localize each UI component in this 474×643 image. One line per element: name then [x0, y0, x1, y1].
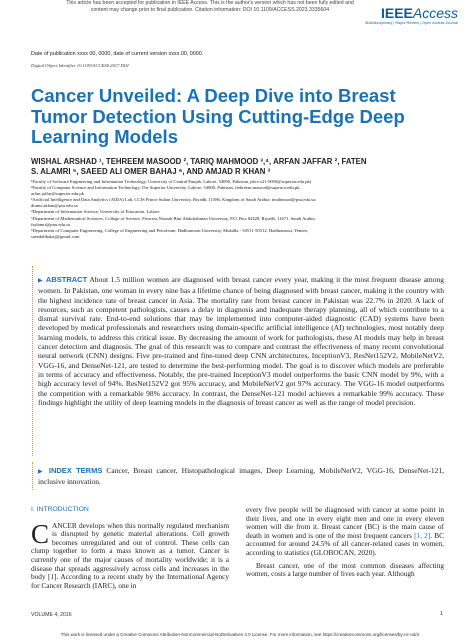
affiliations [31, 179, 451, 240]
affiliation-line: ⁵Department of Mathematical Sciences, College of Science, Princess Nourah Bint Abdulrahman University, P.O. Box 84428, Riyadh, 11671, Saudi Arabia, [31, 215, 316, 221]
affiliation-line: ²Faculty of Computer Science and Information Technology, The Superior University, Lahore, 54000, Pakistan, (tehreem.masood@superior.edu.pk, [31, 185, 301, 191]
logo-ieee-text: IEEE [380, 5, 413, 21]
publication-meta [31, 51, 441, 68]
triangle-bullet-icon: ▶ [38, 278, 44, 284]
drop-cap: C [31, 518, 50, 549]
affiliation-line: drams.akhan@psu.edu.sa [31, 203, 78, 209]
affiliation-line: fsalamri@pnu.edu.sa [31, 221, 70, 227]
volume-label: VOLUME 4, 2016 [31, 612, 72, 618]
abstract-divider [32, 266, 33, 456]
affiliation-line: ⁶Department of Computer Engineering, College of Engineering and Petroleum, Hadhramout University, Mukalla - 50511-50512, Hadhramout, Yemen, [31, 227, 308, 233]
affiliation-line: ¹Faculty of Software Engineering and Information Technology, University of Central Punjab, Lahore, 54000, Pakistan, phcs-s21-0050@superior.edu.pk) [31, 179, 312, 184]
authors-line-1: WISHAL ARSHAD ¹, TEHREEM MASOOD ², TARIQ MAHMOOD ³,⁴, ARFAN JAFFAR ², FATEN [31, 157, 367, 166]
abstract-label: ABSTRACT [45, 275, 88, 284]
author-list [31, 157, 441, 176]
page-number: 1 [439, 611, 443, 617]
section-heading: I. INTRODUCTION [31, 506, 89, 513]
abstract [38, 275, 444, 407]
authors-line-2: S. ALAMRI ⁵, SAEED ALI OMER BAHAJ ⁶, AND AMJAD R KHAN ³ [31, 166, 271, 176]
notice-line-1: This article has been accepted for publication in IEEE Access. This is the author's version which has not been fully edited and [66, 0, 354, 6]
intro-text-left: ANCER develops when this normally regulated mechanism is disrupted by genetic material alterations. Cell growth becomes unregulated and out of control. These cells can clump together to form a mass known as a tumor. Cancer is currently one of the major causes of mortality worldwide; it is a disease that spreads aggressively across cells and increases in the body [1]. According to a recent study by the International Agency for Cancer Research (IARC), one in [31, 520, 229, 590]
triangle-bullet-icon: ▶ [38, 469, 45, 475]
affiliation-line: ⁴Department of Information Science, University of Education, Lahore [31, 209, 160, 215]
left-column [31, 506, 229, 590]
index-terms-label: INDEX TERMS [48, 466, 103, 475]
license-notice: This work is licensed under a Creative Commons Attribution-NonCommercial-NoDerivatives 4.0 License. For more information, see https://creativecommons.org/licenses/by-nc-nd/4 [60, 632, 420, 637]
intro-paragraph-2: Breast cancer, one of the most common diseases affecting women, costs a large number of lives each year. Although [246, 560, 444, 579]
index-terms-text: Cancer, Breast cancer, Histopathological images, Deep Learning, MobileNetV2, VGG-16, DenseNet-121, inclusive innovation. [38, 466, 444, 487]
paper-title: Cancer Unveiled: A Deep Dive into Breast Tumor Detection Using Cutting-Edge Deep Learning Models [31, 85, 405, 147]
notice-line-2: content may change prior to final publication. Citation information: DOI 10.1109/ACCESS.2023.3335604 [90, 6, 330, 13]
abstract-text: About 1.5 million women are diagnosed with breast cancer every year, making it the most frequent disease among women. In Pakistan, one woman in every nine has a lifetime chance of being diagnosed with breast cancer, making it the country with the highest incidence rate of breast cancer in Asia. The mortality rate from breast cancer in Pakistan was 22.7% in 2020. A lack of resources, such as competent pathologists, causes a delay in diagnosis and inadequate therapy planning, all of which contribute to a dismal survival rate. End-to-end solutions that may be implemented into computer-aided diagnostic (CAD) systems have been developed by medical professionals and researchers using domain-specific artificial intelligence (AI) technologies, most notably deep learning models, to address this critical issue. By decreasing the amount of work for pathologists, these AI models may help in breast cancer detection and diagnosis. The goal of this research was to compare and contrast the effectiveness of many recent convolutional neural network (CNN) designs. Five pre-trained and fine-tuned deep CNN architectures, InceptionV3, ResNet152V2, MobileNetV2, VGG-16, and DenseNet-121, are tested to determine the best-performing model. The goal is to discover which models are preferable in terms of accuracy and effectiveness. Notably, the pre-trained InceptionV3 model outperforms the basic CNN model by 9%, with a high accuracy level of 94%. ResNet152V2 got 95% accuracy, and MobileNetV2 got 97% accuracy. The VGG-16 model outperforms the competition with a remarkable 98% accuracy. In contrast, the DenseNet-121 model achieves a remarkable 99% accuracy. These findings highlight the utility of deep learning models in the diagnosis of breast cancer as well as the range of model precision. [38, 275, 444, 407]
index-terms [38, 466, 444, 487]
acceptance-notice [60, 0, 360, 13]
index-divider [32, 462, 33, 490]
ieee-access-logo [365, 6, 458, 25]
publication-date: Date of publication xxxx 00, 0000, date of current version xxxx 00, 0000. [31, 51, 204, 57]
affiliation-line: ³Artificial Intelligence and Data Analytics (AIDA) Lab, CCIS Prince Sultan University, Riyadh, 11586, Kingdom of Saudi Arabia; tmahmood@psu.edu.sa; [31, 197, 317, 203]
logo-access-text: Access [412, 5, 458, 21]
intro-text-right-b: . BC accounted for around 24.5% of all cancer-related cases in women, according to statistics (GLOBOCAN, 2020). [246, 530, 444, 557]
right-column [246, 506, 444, 579]
doi: Digital Object Identifier 10.1109/ACCESS.2017.DOI [31, 63, 129, 68]
intro-text-right-a: every five people will be diagnosed with cancer at some point in their lives, and one in every eight men and one in every eleven women will die from it. Breast cancer (BC) is the main cause of death in women and is one of the most frequent cancers [246, 505, 444, 540]
logo-tagline: Multidisciplinary | Rapid Review | Open Access Journal [365, 21, 458, 25]
affiliation-line: saeedalibahaj@gmail.com [31, 233, 80, 239]
affiliation-line: arfan.jaffar@superior.edu.pk [31, 191, 84, 197]
citation-link[interactable]: [1, 2] [414, 530, 431, 540]
